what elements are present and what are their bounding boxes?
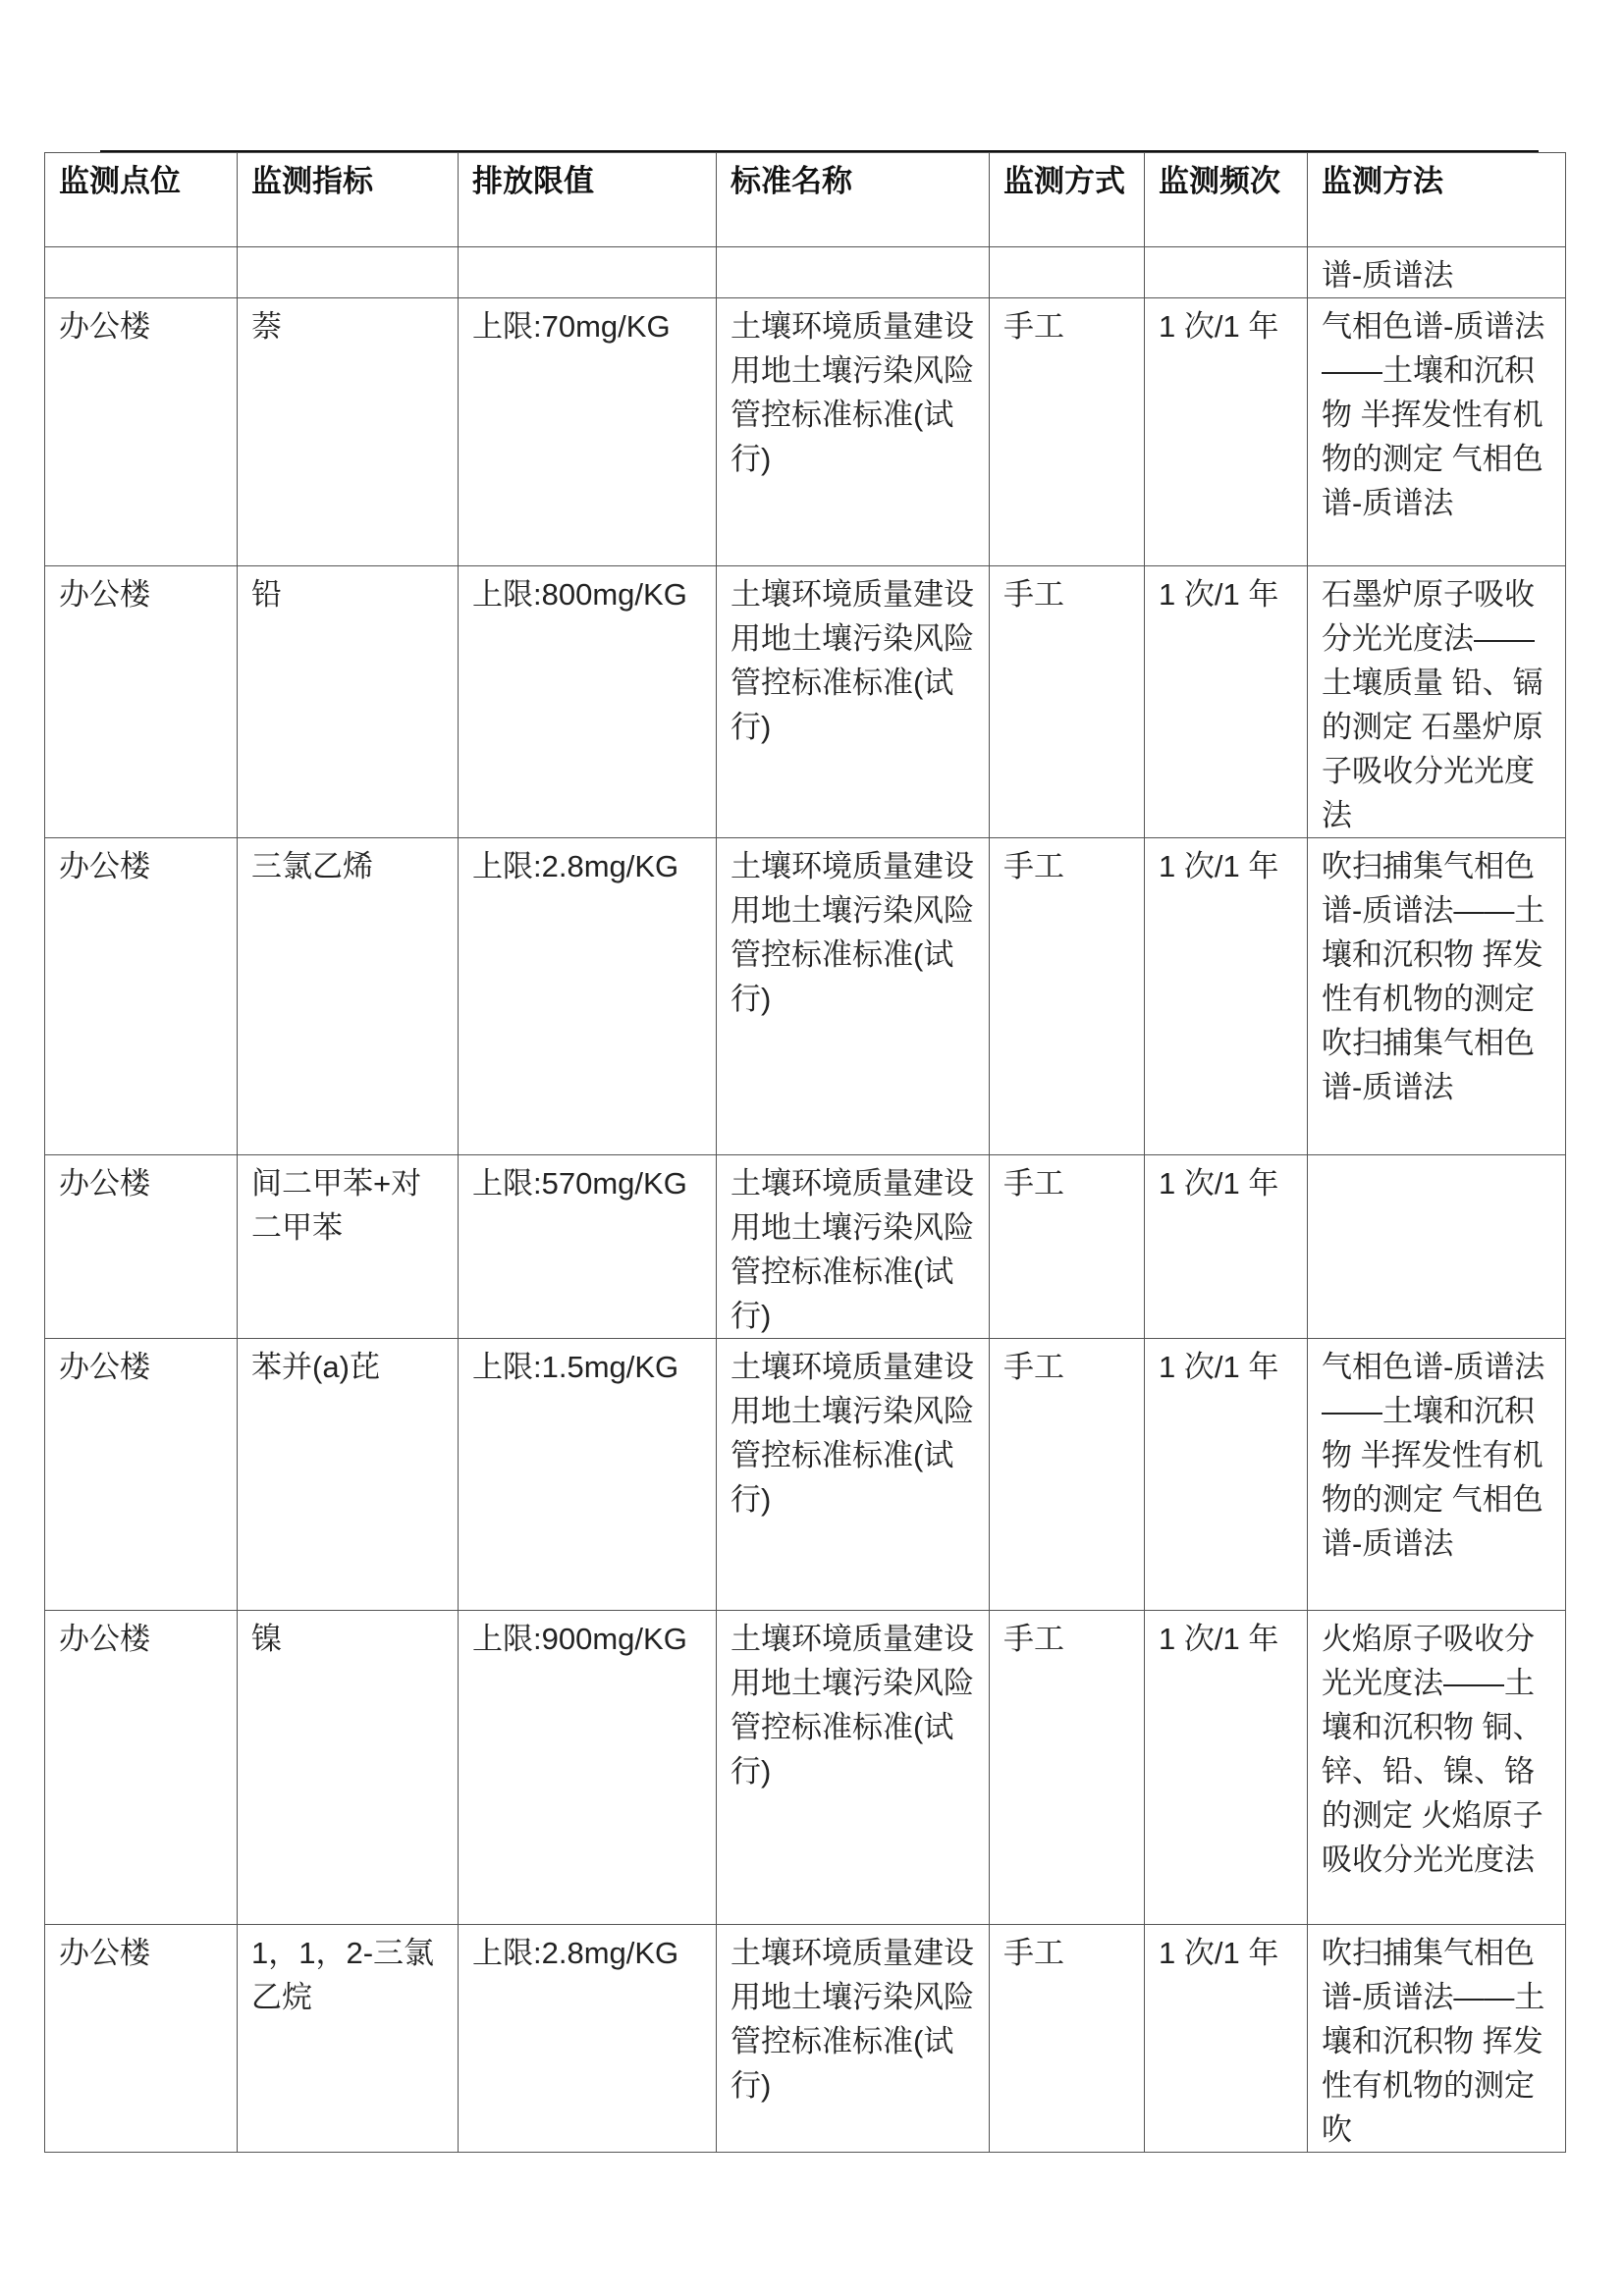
cell-monitoring-indicator: 三氯乙烯 — [238, 838, 459, 1155]
cell-standard-name: 土壤环境质量建设用地土壤污染风险管控标准标准(试行) — [717, 1925, 990, 2153]
cell-monitoring-indicator: 铅 — [238, 566, 459, 838]
cell-standard-name: 土壤环境质量建设用地土壤污染风险管控标准标准(试行) — [717, 1339, 990, 1611]
cell-monitoring-site: 办公楼 — [45, 1155, 238, 1339]
cell-monitoring-site: 办公楼 — [45, 298, 238, 566]
cell-monitoring-mode: 手工 — [990, 1339, 1145, 1611]
cell-monitoring-indicator: 萘 — [238, 298, 459, 566]
header-monitoring-method: 监测方法 — [1308, 153, 1566, 247]
cell-monitoring-frequency — [1145, 247, 1308, 298]
cell-emission-limit — [459, 247, 717, 298]
cell-emission-limit: 上限:2.8mg/KG — [459, 1925, 717, 2153]
cell-monitoring-indicator: 间二甲苯+对二甲苯 — [238, 1155, 459, 1339]
cell-monitoring-site: 办公楼 — [45, 1339, 238, 1611]
table-row — [45, 298, 1566, 566]
cell-monitoring-indicator: 苯并(a)芘 — [238, 1339, 459, 1611]
cell-monitoring-site — [45, 247, 238, 298]
header-monitoring-frequency: 监测频次 — [1145, 153, 1308, 247]
header-standard-name: 标准名称 — [717, 153, 990, 247]
cell-monitoring-site: 办公楼 — [45, 1925, 238, 2153]
cell-monitoring-frequency: 1 次/1 年 — [1145, 1925, 1308, 2153]
cell-standard-name: 土壤环境质量建设用地土壤污染风险管控标准标准(试行) — [717, 298, 990, 566]
cell-standard-name: 土壤环境质量建设用地土壤污染风险管控标准标准(试行) — [717, 838, 990, 1155]
cell-monitoring-mode: 手工 — [990, 1611, 1145, 1925]
cell-monitoring-frequency: 1 次/1 年 — [1145, 1339, 1308, 1611]
cell-monitoring-mode: 手工 — [990, 298, 1145, 566]
cell-monitoring-frequency: 1 次/1 年 — [1145, 838, 1308, 1155]
cell-monitoring-mode: 手工 — [990, 1925, 1145, 2153]
cell-standard-name — [717, 247, 990, 298]
table-row — [45, 247, 1566, 298]
cell-standard-name: 土壤环境质量建设用地土壤污染风险管控标准标准(试行) — [717, 1611, 990, 1925]
cell-monitoring-frequency: 1 次/1 年 — [1145, 1611, 1308, 1925]
cell-monitoring-method: 火焰原子吸收分光光度法——土壤和沉积物 铜、锌、铅、镍、铬的测定 火焰原子吸收分光光度法 — [1308, 1611, 1566, 1925]
cell-monitoring-mode: 手工 — [990, 1155, 1145, 1339]
cell-emission-limit: 上限:800mg/KG — [459, 566, 717, 838]
cell-monitoring-method: 谱-质谱法 — [1308, 247, 1566, 298]
table-header-row — [45, 153, 1566, 247]
cell-monitoring-frequency: 1 次/1 年 — [1145, 1155, 1308, 1339]
cell-monitoring-method: 石墨炉原子吸收分光光度法——土壤质量 铅、镉的测定 石墨炉原子吸收分光光度法 — [1308, 566, 1566, 838]
table-row — [45, 1925, 1566, 2153]
cell-monitoring-mode: 手工 — [990, 566, 1145, 838]
cell-monitoring-site: 办公楼 — [45, 1611, 238, 1925]
header-emission-limit: 排放限值 — [459, 153, 717, 247]
cell-emission-limit: 上限:70mg/KG — [459, 298, 717, 566]
header-monitoring-site: 监测点位 — [45, 153, 238, 247]
cell-monitoring-frequency: 1 次/1 年 — [1145, 566, 1308, 838]
cell-monitoring-method: 吹扫捕集气相色谱-质谱法——土壤和沉积物 挥发性有机物的测定 吹 — [1308, 1925, 1566, 2153]
cell-monitoring-method: 气相色谱-质谱法——土壤和沉积物 半挥发性有机物的测定 气相色谱-质谱法 — [1308, 298, 1566, 566]
table-row — [45, 1339, 1566, 1611]
cell-monitoring-frequency: 1 次/1 年 — [1145, 298, 1308, 566]
cell-monitoring-indicator — [238, 247, 459, 298]
monitoring-table — [44, 152, 1566, 2153]
cell-monitoring-site: 办公楼 — [45, 838, 238, 1155]
cell-monitoring-indicator: 1，1，2-三氯乙烷 — [238, 1925, 459, 2153]
cell-emission-limit: 上限:900mg/KG — [459, 1611, 717, 1925]
header-monitoring-indicator: 监测指标 — [238, 153, 459, 247]
header-monitoring-mode: 监测方式 — [990, 153, 1145, 247]
cell-monitoring-site: 办公楼 — [45, 566, 238, 838]
cell-monitoring-mode: 手工 — [990, 838, 1145, 1155]
cell-standard-name: 土壤环境质量建设用地土壤污染风险管控标准标准(试行) — [717, 566, 990, 838]
cell-emission-limit: 上限:1.5mg/KG — [459, 1339, 717, 1611]
cell-monitoring-indicator: 镍 — [238, 1611, 459, 1925]
cell-monitoring-method: 吹扫捕集气相色谱-质谱法——土壤和沉积物 挥发性有机物的测定 吹扫捕集气相色谱-质谱法 — [1308, 838, 1566, 1155]
table-body — [45, 247, 1566, 2153]
cell-monitoring-method: 气相色谱-质谱法——土壤和沉积物 半挥发性有机物的测定 气相色谱-质谱法 — [1308, 1339, 1566, 1611]
cell-emission-limit: 上限:2.8mg/KG — [459, 838, 717, 1155]
cell-emission-limit: 上限:570mg/KG — [459, 1155, 717, 1339]
table-row — [45, 566, 1566, 838]
table-row — [45, 1155, 1566, 1339]
cell-monitoring-method — [1308, 1155, 1566, 1339]
table-row — [45, 1611, 1566, 1925]
cell-standard-name: 土壤环境质量建设用地土壤污染风险管控标准标准(试行) — [717, 1155, 990, 1339]
table-row — [45, 838, 1566, 1155]
cell-monitoring-mode — [990, 247, 1145, 298]
